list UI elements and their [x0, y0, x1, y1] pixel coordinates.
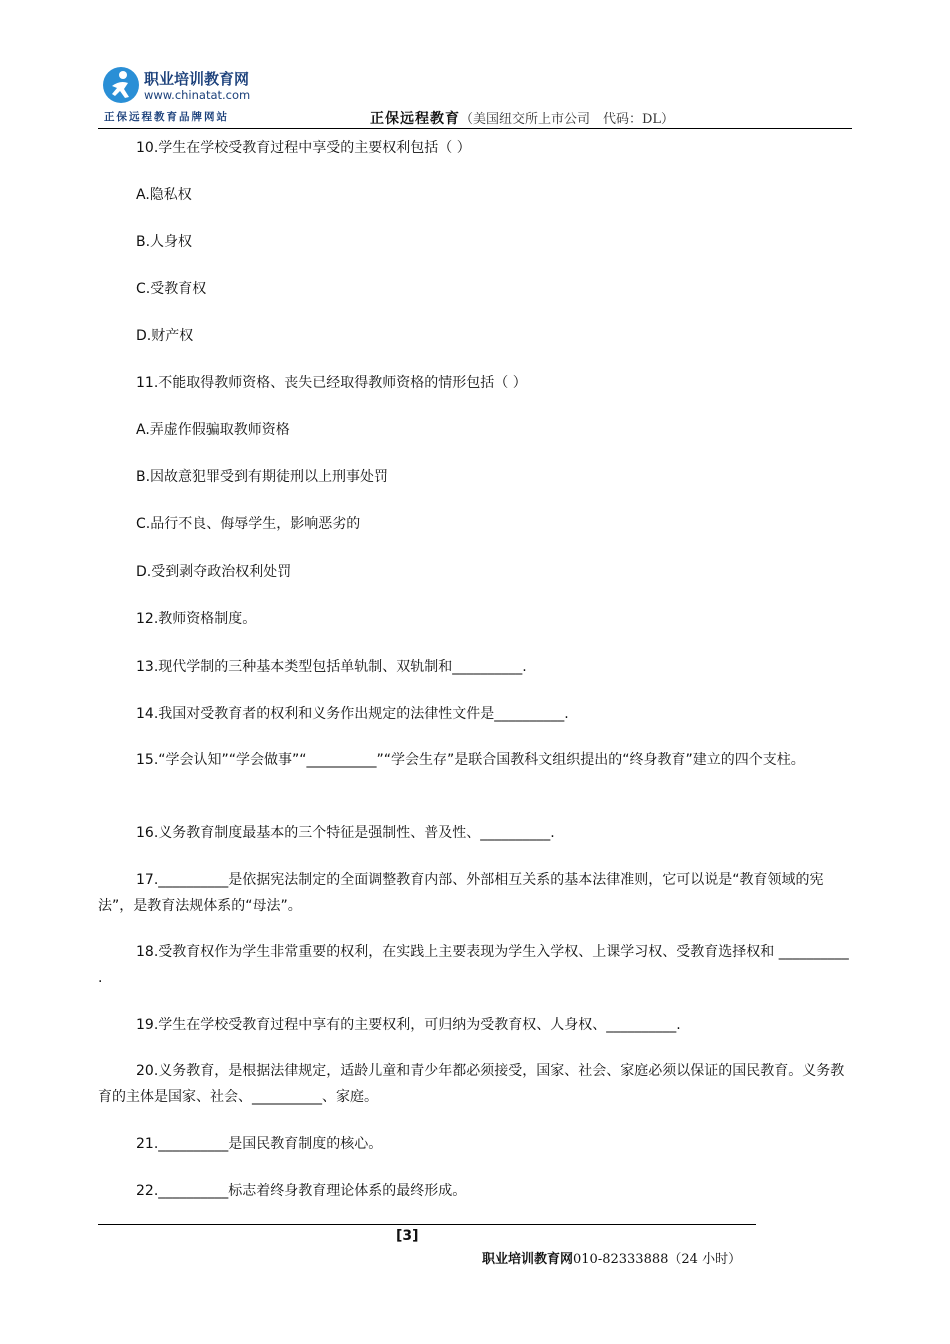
option-11-b: B.因故意犯罪受到有期徒刑以上刑事处罚 — [136, 469, 389, 485]
option-10-d: D.财产权 — [136, 328, 194, 344]
question-20: 20.义务教育，是根据法律规定，适龄儿童和青少年都必须接受，国家、社会、家庭必须以保证的国民教育。义务教育的主体是国家、社会、__________、家庭。 — [98, 1063, 845, 1105]
option-11-c: C.品行不良、侮辱学生，影响恶劣的 — [136, 516, 361, 532]
logo-tagline: 正保远程教育品牌网站 — [104, 111, 229, 123]
chinatat-logo[interactable] — [102, 66, 262, 124]
question-10: 10.学生在学校受教育过程中享受的主要权利包括（ ） — [136, 140, 471, 156]
company-name: 正保远程教育 — [370, 111, 460, 127]
company-note: （美国纽交所上市公司 代码：DL） — [460, 112, 675, 127]
option-11-d: D.受到剥夺政治权利处罚 — [136, 564, 292, 580]
question-22: 22.__________标志着终身教育理论体系的最终形成。 — [136, 1183, 467, 1199]
logo-title: 职业培训教育网 — [144, 70, 250, 88]
header-divider — [98, 128, 852, 129]
question-17: 17.__________是依据宪法制定的全面调整教育内部、外部相互关系的基本法律准则，它可以说是“教育领域的宪法”，是教育法规体系的“母法”。 — [98, 872, 824, 914]
option-10-b: B.人身权 — [136, 234, 193, 250]
question-18: 18.受教育权作为学生非常重要的权利，在实践上主要表现为学生入学权、上课学习权、受教育选择权和 __________ . — [98, 944, 849, 986]
footer-site-name: 职业培训教育网 — [482, 1252, 574, 1267]
option-10-c: C.受教育权 — [136, 281, 207, 297]
question-16: 16.义务教育制度最基本的三个特征是强制性、普及性、__________. — [136, 825, 555, 841]
question-11: 11.不能取得教师资格、丧失已经取得教师资格的情形包括（ ） — [136, 375, 527, 391]
footer-contact — [482, 1248, 741, 1267]
question-19: 19.学生在学校受教育过程中享有的主要权利，可归纳为受教育权、人身权、__________. — [136, 1017, 681, 1033]
question-13: 13.现代学制的三种基本类型包括单轨制、双轨制和__________. — [136, 659, 527, 675]
question-12: 12.教师资格制度。 — [136, 611, 257, 627]
question-15: 15.“学会认知”“学会做事”“__________”“学会生存”是联合国教科文组织提出的“终身教育”建立的四个支柱。 — [136, 752, 805, 768]
logo-url: www.chinatat.com — [144, 88, 251, 102]
option-11-a: A.弄虚作假骗取教师资格 — [136, 422, 290, 438]
page-number: [3] — [396, 1228, 419, 1244]
question-21: 21.__________是国民教育制度的核心。 — [136, 1136, 383, 1152]
footer-phone: 010-82333888（24 小时） — [573, 1252, 742, 1267]
running-person-logo-icon — [102, 66, 140, 104]
company-header — [370, 108, 674, 128]
option-10-a: A.隐私权 — [136, 187, 192, 203]
footer-divider — [98, 1224, 756, 1225]
question-14: 14.我国对受教育者的权利和义务作出规定的法律性文件是__________. — [136, 706, 569, 722]
